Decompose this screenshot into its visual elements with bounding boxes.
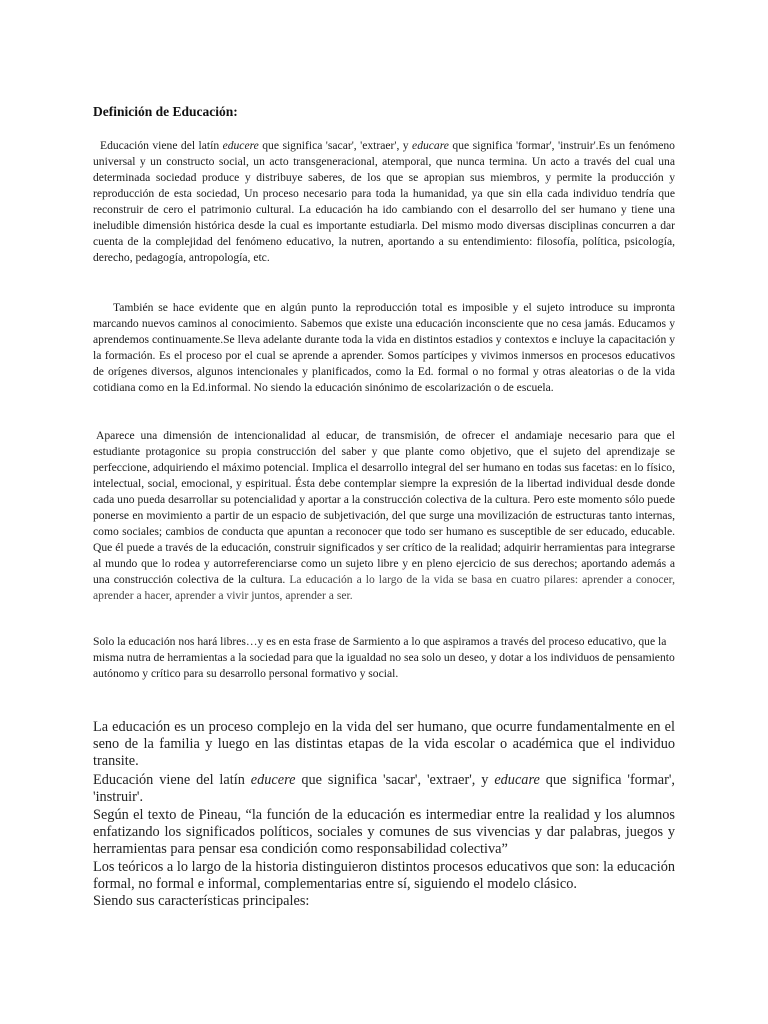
- word-educere-large: educere: [250, 772, 296, 788]
- paragraph-etymology-large-text-a: Educación viene del latín: [93, 772, 251, 788]
- paragraph-intentionality: [93, 428, 675, 604]
- paragraph-reproduction-text: También se hace evidente que en algún punto la reproducción total es imposible y el sujeto introduce su impronta marcando nuevos caminos al conocimiento. Sabemos que existe una educación inconsciente que no cesa jamás. Educamos y aprendemos continuamente.Se lleva adelante durante toda la vida en distintos estadios y contextos e incluye la capacitación y la formación. Es el proceso por el cual se aprende a aprender. Somos partícipes y vivimos inmersos en procesos educativos de orígenes diversos, algunos intencionales y planificados, como la Ed. formal o no formal y otras aleatorias o de la vida cotidiana como en la Ed.informal. No siendo la educación sinónimo de escolarización o de escuela.: [93, 301, 675, 394]
- document-page: [93, 0, 675, 1024]
- paragraph-etymology-text-b: que significa 'sacar', 'extraer', y: [258, 139, 413, 152]
- paragraph-etymology-large-text-b: que significa 'sacar', 'extraer', y: [295, 772, 495, 788]
- paragraph-sarmiento: Solo la educación nos hará libres…y es en esta frase de Sarmiento a lo que aspiramos a través del proceso educativo, que la misma nutra de herramientas a la sociedad para que la igualdad no sea solo un deseo, y dotar a los individuos de pensamiento autónomo y crítico para su desarrollo personal formativo y social.: [93, 635, 675, 680]
- paragraph-main-characteristics: Siendo sus características principales:: [93, 893, 310, 909]
- word-educare: educare: [412, 139, 449, 152]
- paragraph-four-pillars: La educación a lo largo de la vida se basa en cuatro pilares: aprender a conocer, aprender a hacer, aprender a vivir juntos, aprender a ser.: [93, 573, 675, 602]
- paragraph-intentionality-text: Aparece una dimensión de intencionalidad al educar, de transmisión, de ofrecer el andamiaje necesario para que el estudiante protagonice su propia construcción del saber y que plante como objetivo, que el sujeto del aprendizaje se perfeccione, adquiriendo el máximo potencial. Implica el desarrollo integral del ser humano en todas sus facetas: en lo físico, intelectual, social, emocional, y espiritual. Ésta debe contemplar siempre la expresión de la libertad individual desde donde cada uno pueda desarrollar su potencialidad y aportar a la construcción colectiva de la cultura. Pero este momento sólo puede ponerse en movimiento a partir de un espacio de subjetivación, del que surge una movilización de estructuras tanto internas, como sociales; cambios de conducta que apuntan a reconocer que todo ser humano es susceptible de ser educado, educable. Que él puede a través de la educación, construir significados y ser crítico de la realidad; adquirir herramientas para integrarse al mundo que lo rodea y autorreferenciarse como un sujeto libre y en pleno ejercicio de sus derechos; aportando además a una construcción colectiva de la cultura.: [93, 429, 675, 586]
- paragraph-etymology-text-c: que significa 'formar', 'instruir'.Es un fenómeno universal y un constructo social, un acto transgeneracional, atemporal, que nunca termina. Un acto a través del cual una determinada sociedad produce y distribuye saberes, de los que se apropian sus miembros, y permite la producción y reproducción de esta sociedad, Un proceso necesario para toda la humanidad, ya que sin ella cada individuo tendría que reconstruir de cero el patrimonio cultural. La educación ha ido cambiando con el desarrollo del ser humano y tiene una ineludible dimensión histórica desde la cual es importante estudiarla. Del mismo modo diversas disciplinas concurren a dar cuenta de la complejidad del fenómeno educativo, la nutren, aportando a su entendimiento: filosofía, política, psicología, derecho, pedagogía, antropología, etc.: [93, 139, 675, 264]
- word-educare-large: educare: [494, 772, 540, 788]
- document-title: Definición de Educación:: [93, 104, 238, 119]
- paragraph-complex-process: La educación es un proceso complejo en la vida del ser humano, que ocurre fundamentalmente en el seno de la familia y luego en las distintas etapas de la vida escolar o académica que el individuo transite.: [93, 719, 675, 769]
- paragraph-etymology: [93, 138, 675, 266]
- paragraph-etymology-text-a: Educación viene del latín: [100, 139, 223, 152]
- paragraph-reproduction: [93, 300, 675, 396]
- word-educere: educere: [222, 139, 259, 152]
- paragraph-educational-processes: Los teóricos a lo largo de la historia distinguieron distintos procesos educativos que son: la educación formal, no formal e informal, complementarias entre sí, siguiendo el modelo clásico.: [93, 859, 675, 892]
- paragraph-pineau-quote: Según el texto de Pineau, “la función de la educación es intermediar entre la realidad y los alumnos enfatizando los significados políticos, sociales y comunes de sus vivencias y dar palabras, juegos y herramientas para pensar esa condición como responsabilidad colectiva”: [93, 807, 675, 857]
- paragraph-etymology-large-text-c: que significa 'formar', 'instruir'.: [93, 772, 675, 805]
- paragraph-etymology-large: [93, 772, 675, 806]
